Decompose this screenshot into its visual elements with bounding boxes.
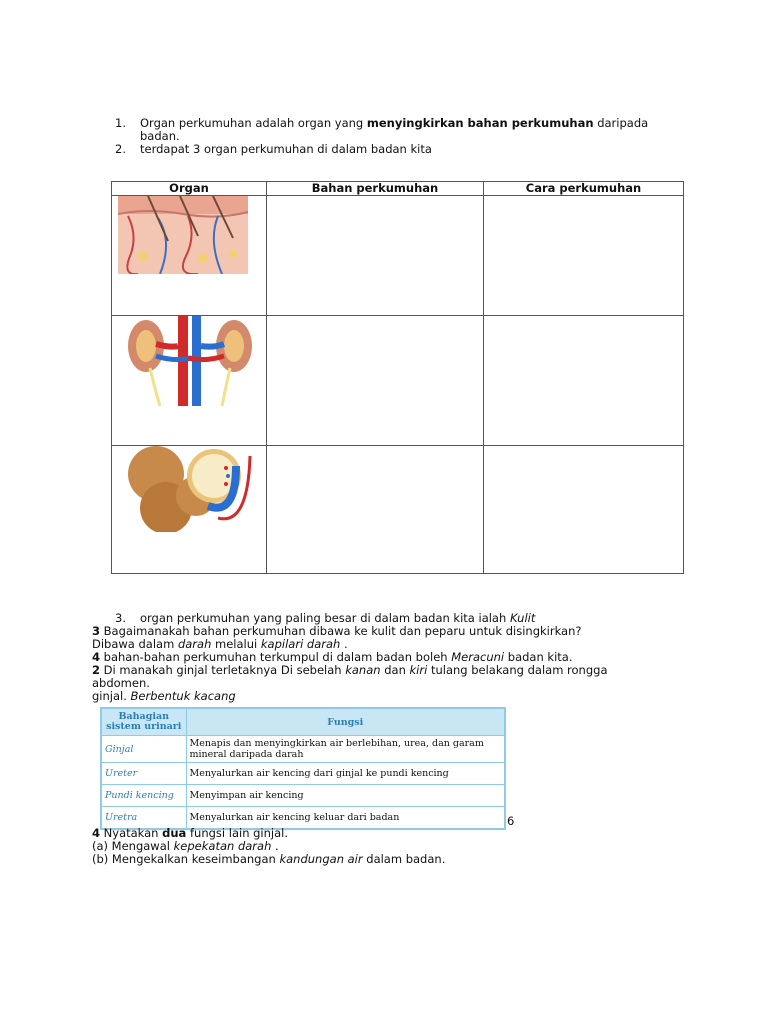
organ-cell <box>112 316 267 446</box>
answer-text: darah <box>177 637 212 651</box>
bahan-cell <box>267 446 484 574</box>
table-row <box>101 763 505 785</box>
answer-text: kapilari darah <box>260 637 341 651</box>
part-cell: Ureter <box>101 763 186 785</box>
header-fungsi: Fungsi <box>186 708 505 736</box>
urinary-system-table <box>100 707 506 830</box>
header-bahan: Bahan perkumuhan <box>267 182 484 196</box>
answer-text: kanan <box>345 663 381 677</box>
answer-text: kandungan air <box>279 852 363 866</box>
text: Organ perkumuhan adalah organ yang <box>140 116 367 130</box>
header-cara: Cara perkumuhan <box>484 182 684 196</box>
bold-text: dua <box>162 826 187 840</box>
table-row <box>101 785 505 807</box>
text: organ perkumuhan yang paling besar di dalam badan kita ialah <box>140 611 510 625</box>
cara-cell <box>484 446 684 574</box>
function-cell: Menyalurkan air kencing keluar dari badan <box>186 807 505 830</box>
table-header-row <box>101 708 505 736</box>
cara-cell <box>484 196 684 316</box>
part-cell: Uretra <box>101 807 186 830</box>
answer-line <box>92 690 236 703</box>
question-line <box>92 664 608 677</box>
text: melalui <box>211 637 261 651</box>
text: (b) Mengekalkan keseimbangan <box>92 852 280 866</box>
question-number: 4 <box>92 826 101 840</box>
text: (a) Mengawal <box>92 839 174 853</box>
question-number: 3 <box>92 624 101 638</box>
function-cell: Menyalurkan air kencing dari ginjal ke pundi kencing <box>186 763 505 785</box>
question-number: 2 <box>92 663 101 677</box>
answer-line <box>92 853 445 866</box>
organ-cell <box>112 446 267 574</box>
organ-cell <box>112 196 267 316</box>
bahan-cell <box>267 316 484 446</box>
list-number: 3. <box>115 611 126 625</box>
marks-number: 6 <box>507 814 515 828</box>
function-cell: Menyimpan air kencing <box>186 785 505 807</box>
skin-cross-section-image <box>118 196 248 274</box>
answer-text: Kulit <box>509 611 536 625</box>
answer-text: Berbentuk kacang <box>130 689 236 703</box>
bold-text: menyingkirkan bahan perkumuhan <box>366 116 594 130</box>
text: Dibawa dalam <box>92 637 178 651</box>
table-header-row <box>112 182 684 196</box>
text: tulang belakang dalam rongga <box>427 663 608 677</box>
kidneys-image <box>126 316 254 406</box>
table-row <box>112 316 684 446</box>
table-row <box>101 736 505 763</box>
answer-text: kepekatan darah <box>173 839 272 853</box>
text: Bagaimanakah bahan perkumuhan dibawa ke kulit dan peparu untuk disingkirkan? <box>100 624 582 638</box>
text: . <box>340 637 348 651</box>
header-bahagian: Bahagian sistem urinari <box>101 708 186 736</box>
list-item-1-text <box>140 117 648 130</box>
answer-text: Meracuni <box>451 650 505 664</box>
list-number: 1. <box>115 116 126 130</box>
text: dan <box>380 663 410 677</box>
lung-alveoli-image <box>126 446 254 532</box>
text: daripada <box>593 116 649 130</box>
list-number: 2. <box>115 142 126 156</box>
table-row <box>112 196 684 316</box>
text: . <box>271 839 279 853</box>
organ-table <box>111 181 684 574</box>
question-number: 4 <box>92 650 101 664</box>
text: dalam badan. <box>362 852 446 866</box>
text: bahan-bahan perkumuhan terkumpul di dalam badan boleh <box>100 650 452 664</box>
part-cell: Ginjal <box>101 736 186 763</box>
list-item-1-continuation: badan. <box>140 129 180 143</box>
text: badan kita. <box>504 650 573 664</box>
text: ginjal. <box>92 689 131 703</box>
part-cell: Pundi kencing <box>101 785 186 807</box>
header-organ: Organ <box>112 182 267 196</box>
question-continuation: abdomen. <box>92 676 150 690</box>
answer-text: kiri <box>409 663 428 677</box>
list-item-2-text: terdapat 3 organ perkumuhan di dalam badan kita <box>140 142 432 156</box>
text: Di manakah ginjal terletaknya Di sebelah <box>100 663 346 677</box>
text: Nyatakan <box>100 826 163 840</box>
cara-cell <box>484 316 684 446</box>
text: fungsi lain ginjal. <box>186 826 289 840</box>
table-row <box>112 446 684 574</box>
function-cell: Menapis dan menyingkirkan air berlebihan, urea, dan garam mineral daripada darah <box>186 736 505 763</box>
bahan-cell <box>267 196 484 316</box>
